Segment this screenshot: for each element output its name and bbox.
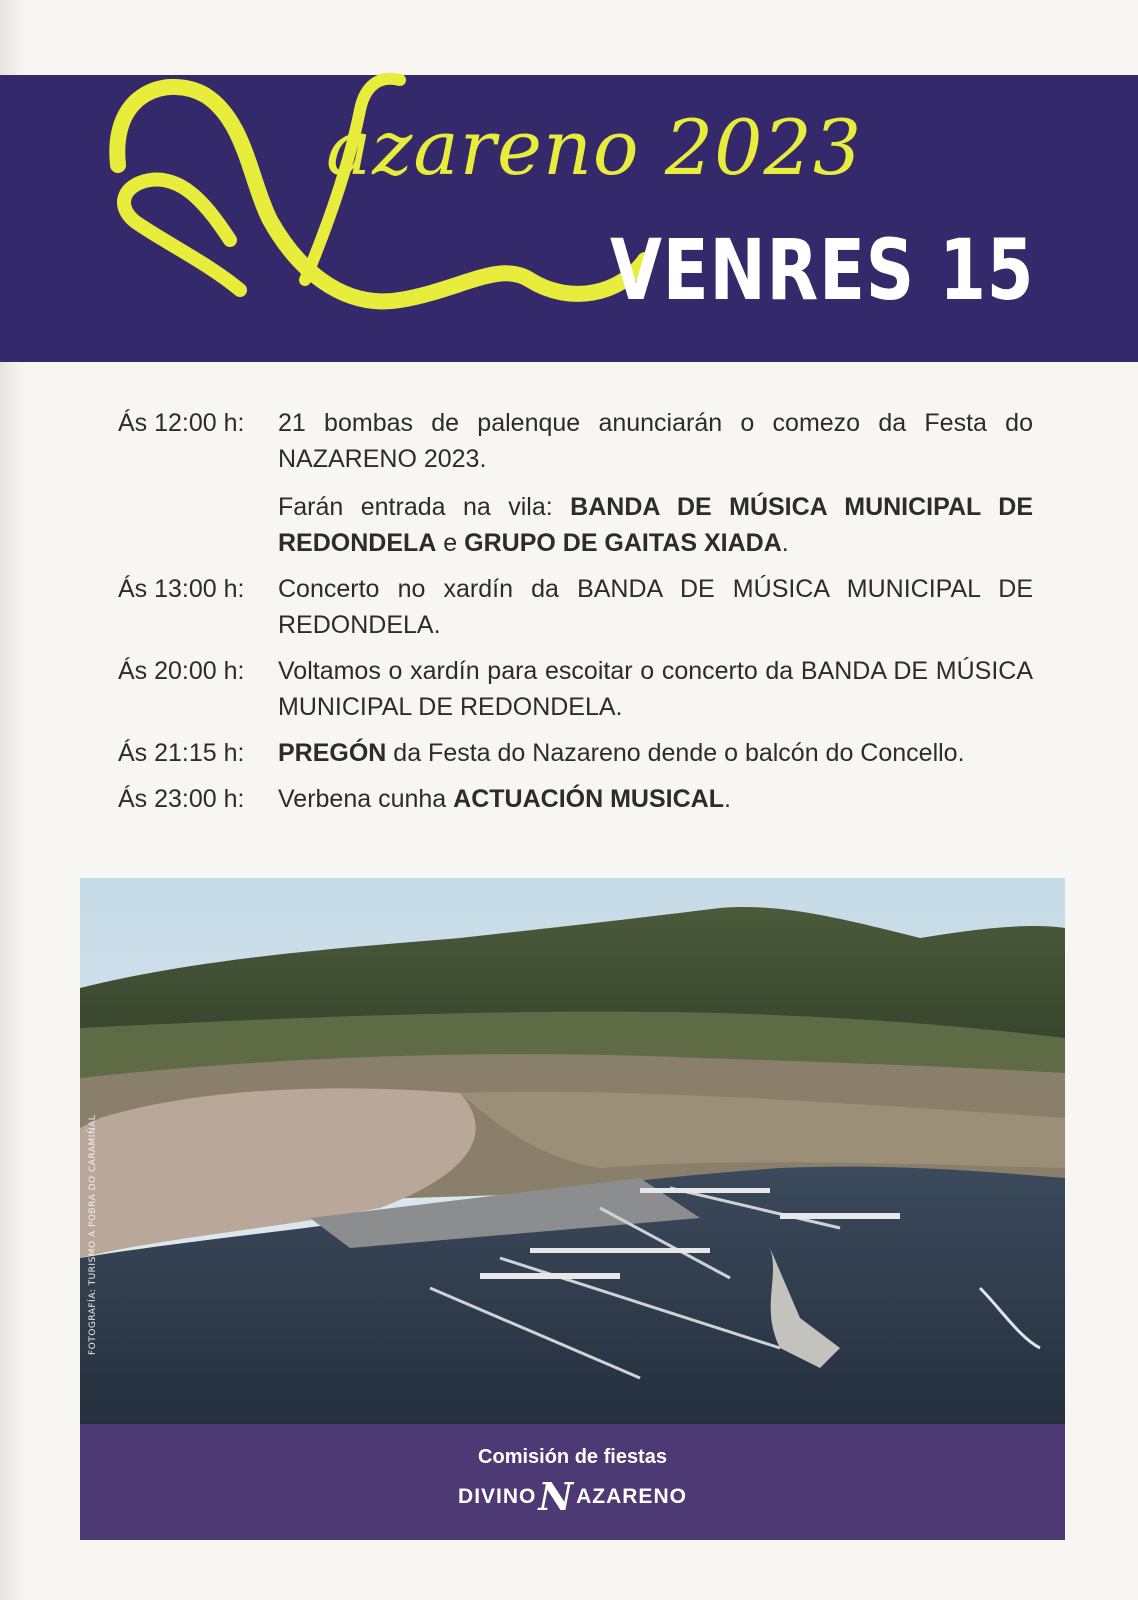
description-text: . <box>781 529 789 557</box>
entry-time: Ás 21:15 h: <box>118 739 245 767</box>
schedule-entry <box>118 735 1033 771</box>
title-initial: N <box>106 192 115 203</box>
schedule-entry <box>118 781 1033 817</box>
entry-description <box>278 735 1033 771</box>
entry-time: Ás 23:00 h: <box>118 785 245 813</box>
description-text: da Festa do Nazareno dende o balcón do Concello. <box>386 739 965 767</box>
committee-label: Comisión de fiestas <box>478 1446 667 1468</box>
group-name: GRUPO DE GAITAS XIADA <box>464 529 782 557</box>
footer-band <box>80 1424 1065 1540</box>
entry-time: Ás 20:00 h: <box>118 657 245 685</box>
script-n-letter <box>100 50 660 340</box>
entry-time: Ás 12:00 h: <box>118 409 245 437</box>
organizer-name-start: DIVINO <box>458 1485 537 1508</box>
musical-act-label: ACTUACIÓN MUSICAL <box>453 785 724 813</box>
organizer-name-end: AZARENO <box>576 1485 687 1508</box>
photo-credit: FOTOGRAFÍA: TURISMO A POBRA DO CARAMIÑAL <box>88 1114 98 1355</box>
schedule-list <box>118 405 1033 827</box>
entry-description <box>278 653 1033 725</box>
band-name: BANDA DE MÚSICA MUNICIPAL DE REDONDELA <box>278 493 1033 557</box>
schedule-entry <box>118 571 1033 643</box>
schedule-entry <box>118 653 1033 725</box>
entry-time: Ás 13:00 h: <box>118 575 245 603</box>
day-heading: VENRES 15 <box>610 221 1035 319</box>
description-text: Concerto no xardín da BANDA DE MÚSICA MUNICIPAL DE REDONDELA. <box>278 575 1033 639</box>
description-text: Verbena cunha <box>278 785 454 813</box>
schedule-entry <box>118 405 1033 561</box>
organizer-logo <box>80 1474 1065 1519</box>
pregon-label: PREGÓN <box>278 739 387 767</box>
aerial-photo <box>80 878 1065 1424</box>
entry-description <box>278 405 1033 477</box>
description-text: Voltamos o xardín para escoitar o concerto da BANDA DE MÚSICA MUNICIPAL DE REDONDELA. <box>278 657 1033 721</box>
entry-description <box>278 571 1033 643</box>
description-text: 21 bombas de palenque anunciarán o comezo da Festa do NAZARENO 2023. <box>278 409 1033 473</box>
description-text: e <box>436 529 465 557</box>
entry-description <box>278 781 1033 817</box>
entry-extra-description <box>278 489 1033 561</box>
script-n-initial: N <box>538 1474 575 1519</box>
description-text: Farán entrada na vila: <box>278 493 571 521</box>
description-text: . <box>723 785 731 813</box>
aerial-photo-illustration <box>80 878 1065 1424</box>
festival-title: azareno 2023 <box>326 103 863 192</box>
